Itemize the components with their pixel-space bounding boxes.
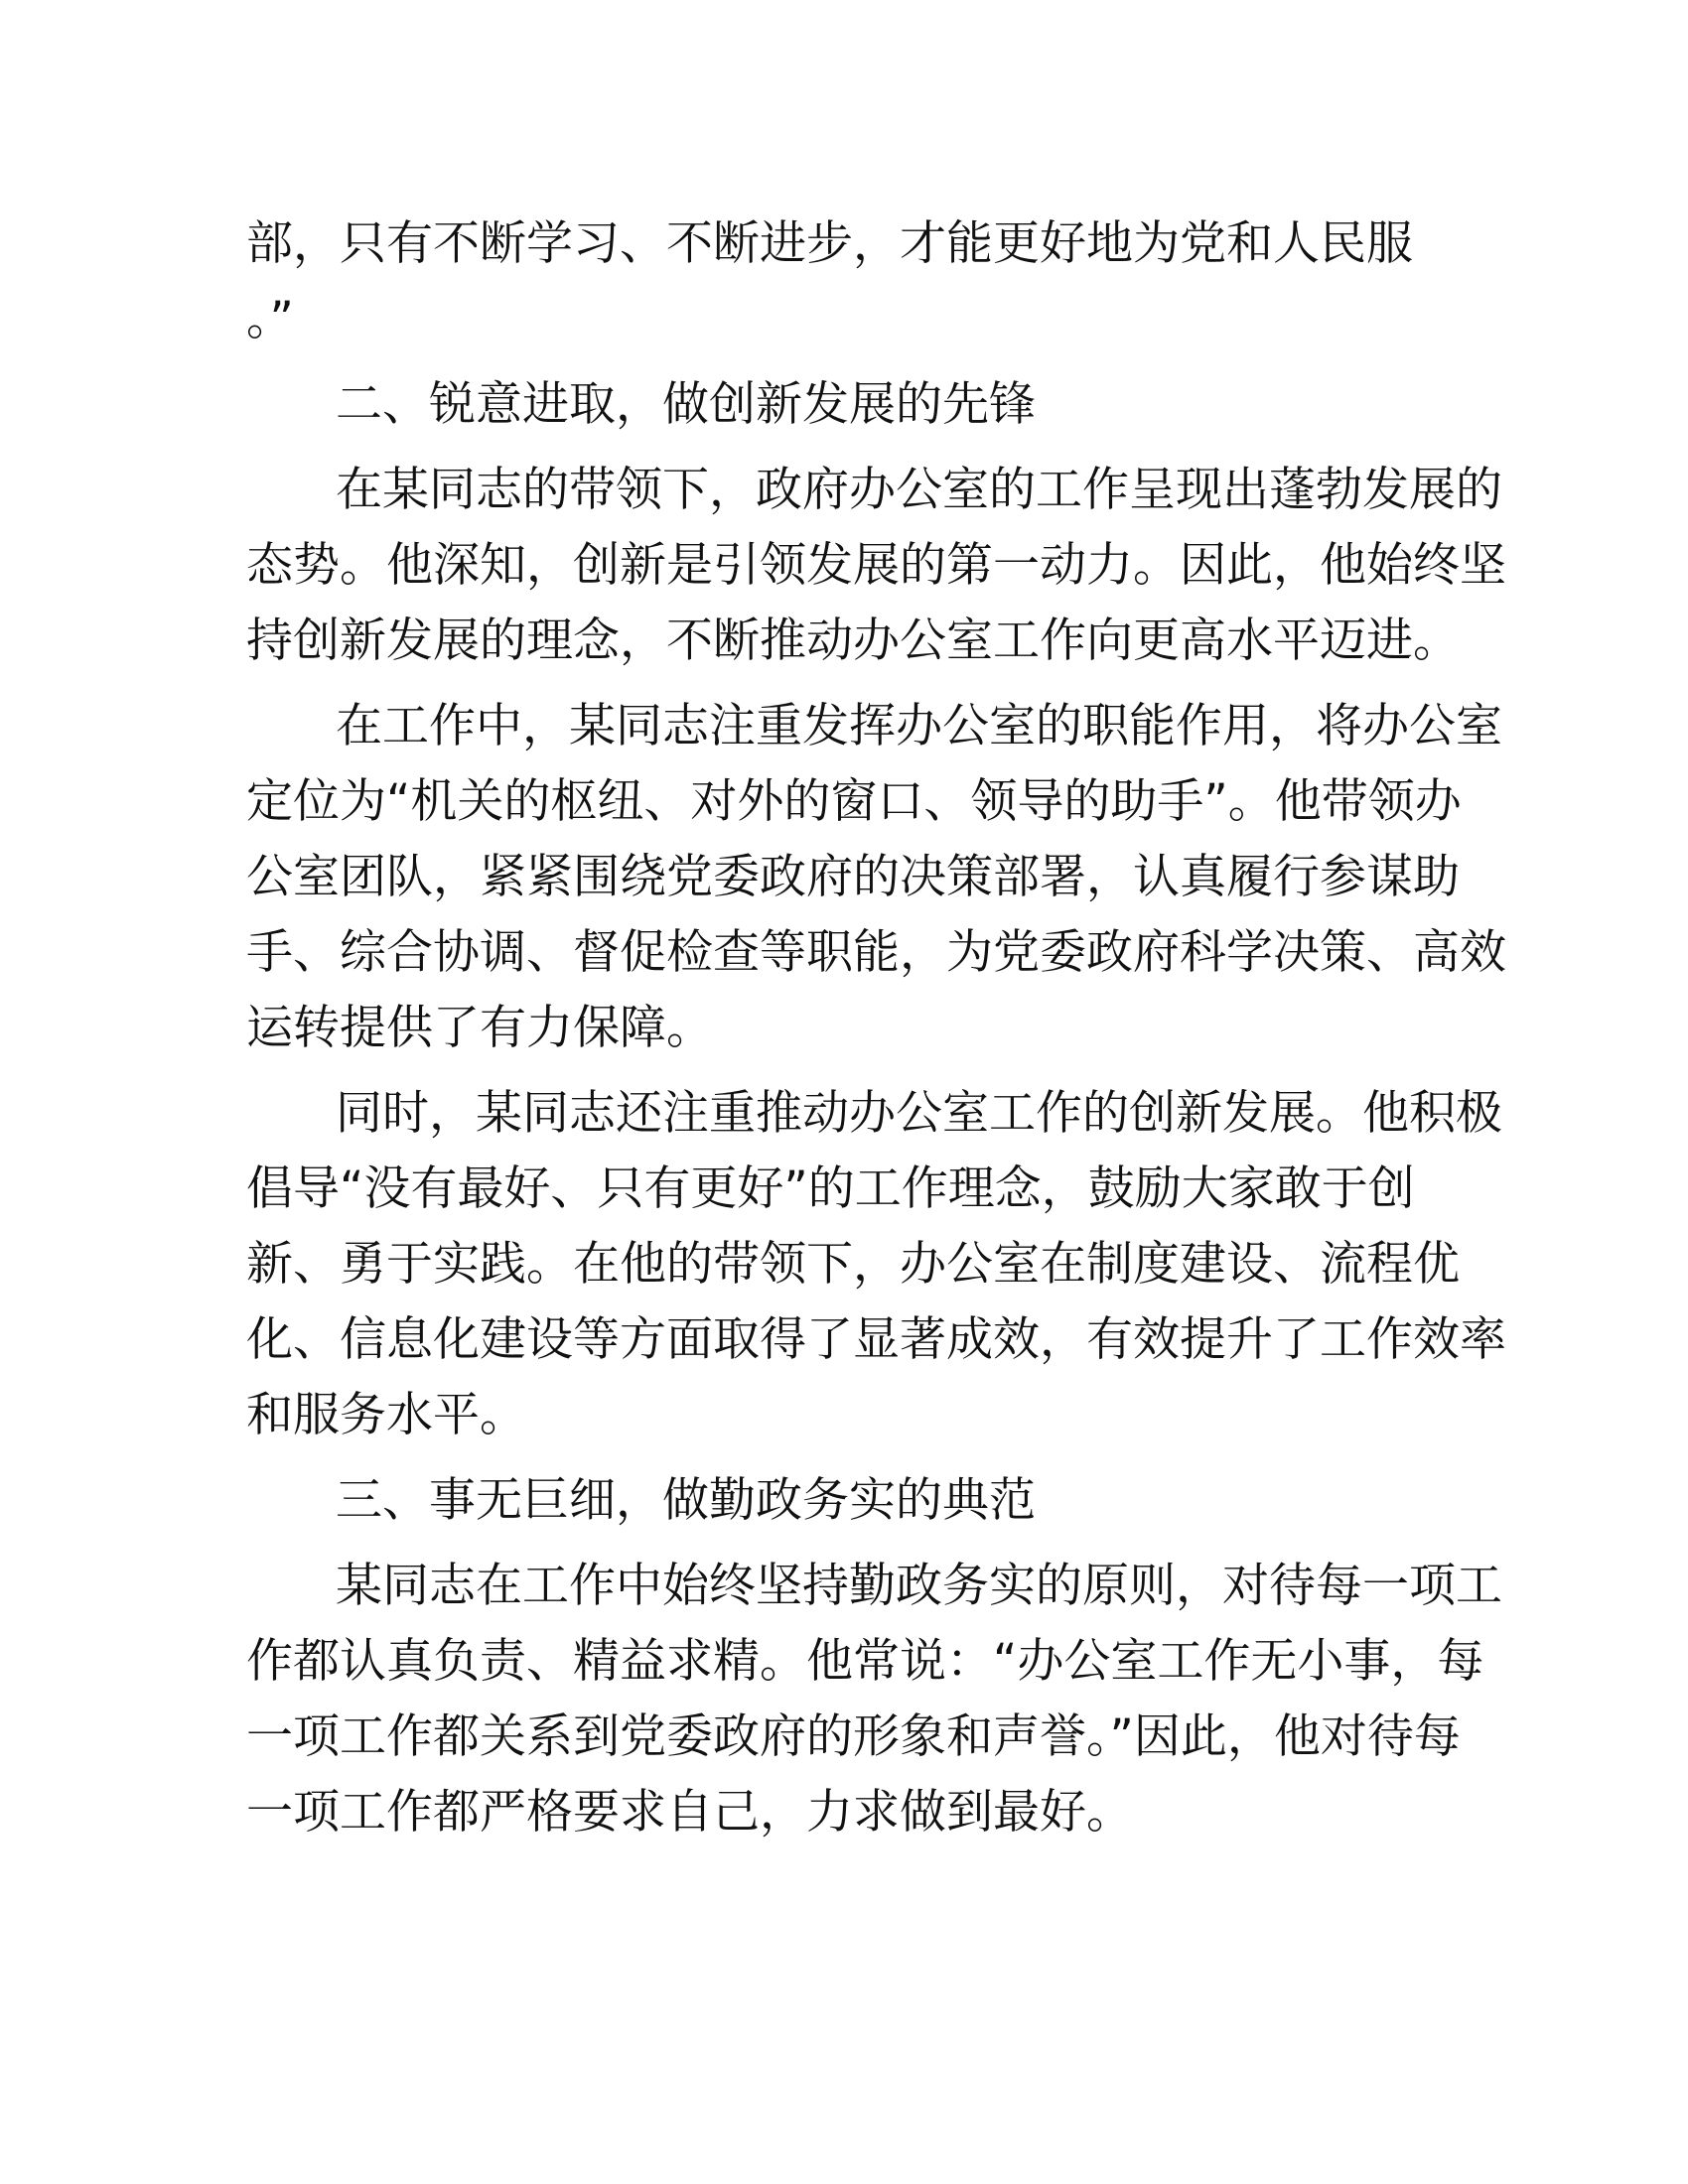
text-line: 。” (246, 292, 294, 346)
text-line: 倡导“没有最好、只有更好”的工作理念，鼓励大家敢于创 (246, 1161, 1415, 1216)
section-heading-3 (246, 1463, 1438, 1539)
text-line: 持创新发展的理念，不断推动办公室工作向更高水平迈进。 (246, 614, 1460, 668)
text-line: 定位为“机关的枢纽、对外的窗口、领导的助手”。他带领办 (246, 774, 1462, 829)
text-line: 部，只有不断学习、不断进步，才能更好地为党和人民服 (246, 216, 1413, 271)
text-line: 同时，某同志还注重推动办公室工作的创新发展。他积极 (336, 1086, 1502, 1141)
text-line: 化、信息化建设等方面取得了显著成效，有效提升了工作效率 (246, 1312, 1506, 1367)
text-line: 态势。他深知，创新是引领发展的第一动力。因此，他始终坚 (246, 538, 1506, 593)
paragraph-continuation (246, 206, 1438, 357)
section-heading-2 (246, 367, 1438, 443)
paragraph (246, 1549, 1502, 1850)
text-line: 公室团队，紧紧围绕党委政府的决策部署，认真履行参谋助 (246, 850, 1460, 904)
text-line: 一项工作都关系到党委政府的形象和声誉。”因此，他对待每 (246, 1709, 1461, 1764)
document-body (246, 206, 1506, 1850)
text-line: 在某同志的带领下，政府办公室的工作呈现出蓬勃发展的 (336, 463, 1502, 517)
paragraph (246, 1076, 1506, 1453)
heading-line: 二、锐意进取，做创新发展的先锋 (336, 377, 1036, 432)
paragraph (246, 689, 1506, 1066)
text-line: 手、综合协调、督促检查等职能，为党委政府科学决策、高效 (246, 925, 1506, 980)
text-line: 作都认真负责、精益求精。他常说：“办公室工作无小事，每 (246, 1634, 1484, 1689)
paragraph (246, 453, 1506, 679)
heading-line: 三、事无巨细，做勤政务实的典范 (336, 1473, 1036, 1528)
text-line: 在工作中，某同志注重发挥办公室的职能作用，将办公室 (336, 699, 1502, 753)
text-line: 和服务水平。 (246, 1388, 526, 1442)
text-line: 一项工作都严格要求自己，力求做到最好。 (246, 1785, 1133, 1840)
text-line: 运转提供了有力保障。 (246, 1001, 713, 1055)
text-line: 新、勇于实践。在他的带领下，办公室在制度建设、流程优 (246, 1237, 1460, 1292)
text-line: 某同志在工作中始终坚持勤政务实的原则，对待每一项工 (336, 1559, 1502, 1613)
